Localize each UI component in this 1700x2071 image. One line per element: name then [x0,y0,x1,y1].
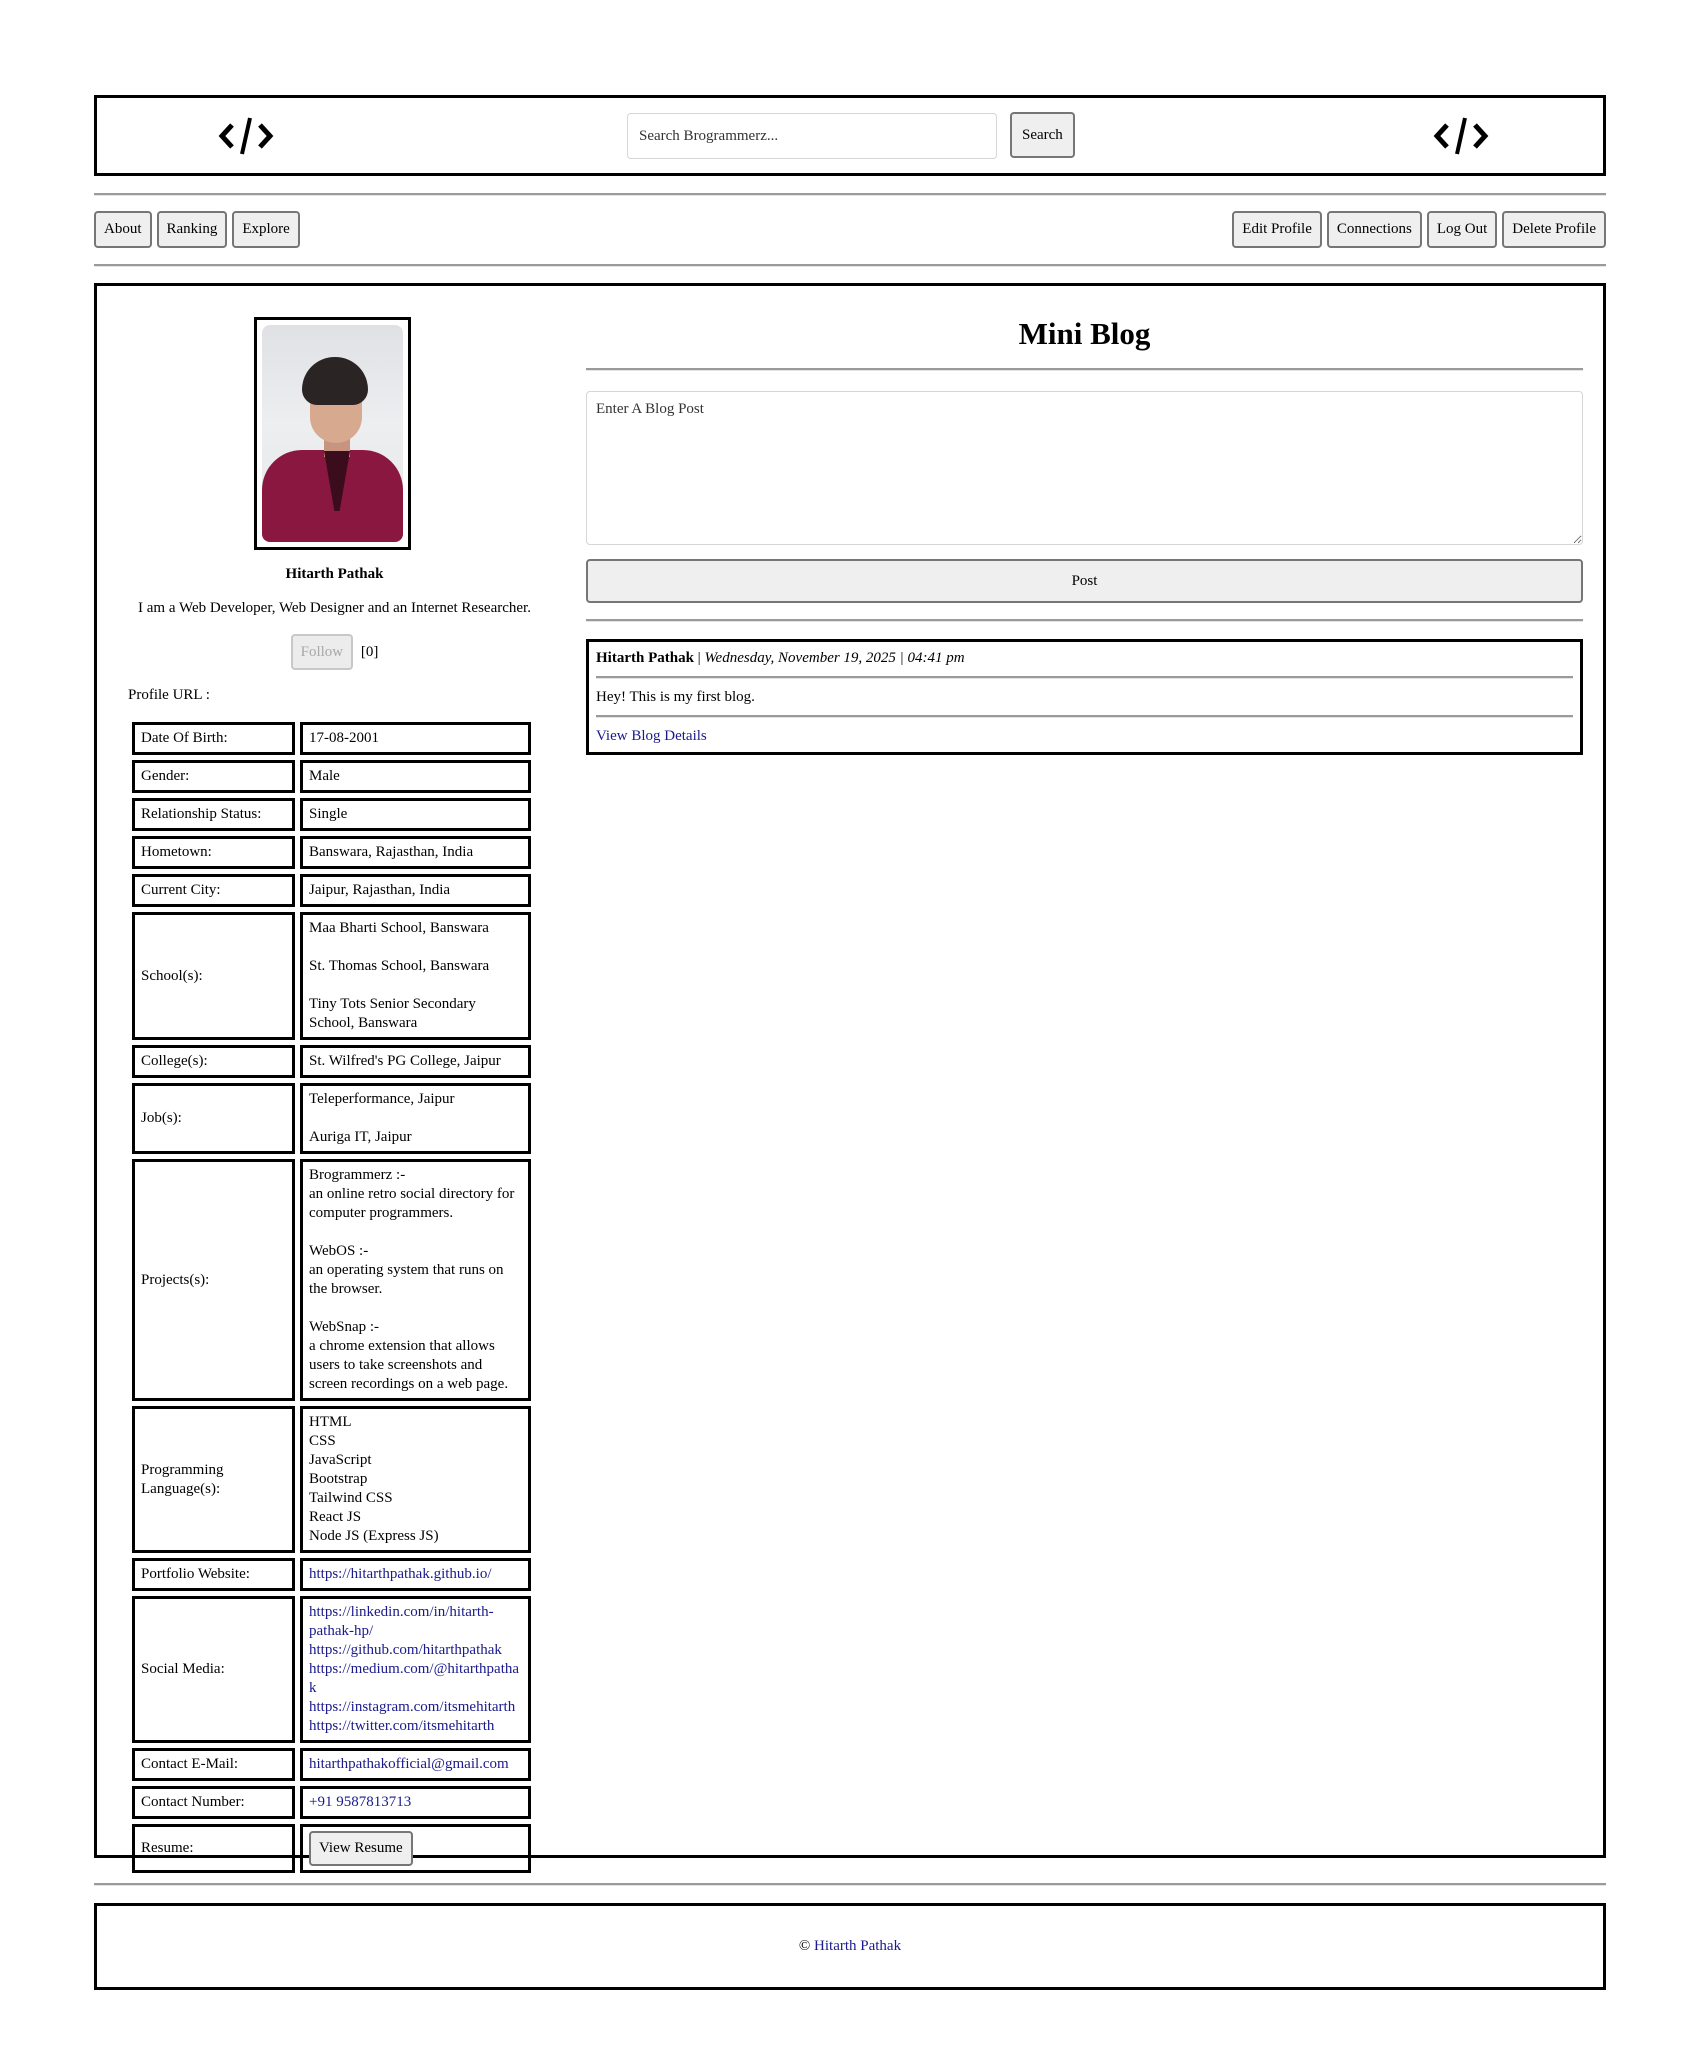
city-label: Current City: [132,874,295,907]
profile-url-label: Profile URL : [128,687,210,703]
table-row [132,912,531,1040]
connections-button[interactable]: Connections [1327,211,1422,248]
code-logo-icon[interactable] [218,114,274,158]
relationship-value: Single [300,798,531,831]
footer-author-link[interactable]: Hitarth Pathak [814,1938,902,1954]
table-row [132,1159,531,1401]
view-blog-details-link[interactable]: View Blog Details [596,728,707,744]
divider [596,715,1573,718]
job-item: Teleperformance, Jaipur [309,1091,455,1107]
profile-name: Hitarth Pathak [285,566,384,582]
follow-button[interactable]: Follow [291,634,354,670]
email-value [300,1748,531,1781]
school-item: Tiny Tots Senior Secondary School, Banswara [309,996,476,1031]
divider [94,193,1606,196]
portfolio-value [300,1558,531,1591]
about-button[interactable]: About [94,211,152,248]
code-logo-icon[interactable] [1433,114,1489,158]
medium-link[interactable]: https://medium.com/@hitarthpathak [309,1661,520,1696]
profile-details-table [127,717,536,1878]
table-row [132,874,531,907]
profile-bio: I am a Web Developer, Web Designer and an Internet Researcher. [138,600,531,616]
jobs-value [300,1083,531,1154]
phone-link[interactable]: +91 9587813713 [309,1794,412,1810]
site-header [94,95,1606,176]
table-row [132,1824,531,1873]
view-resume-button[interactable]: View Resume [309,1831,413,1866]
nav-bar [94,211,1606,248]
social-value [300,1596,531,1743]
follow-row [128,634,541,670]
search-input[interactable] [627,113,997,159]
blog-post-input[interactable] [586,391,1583,545]
language-item: Tailwind CSS [309,1490,393,1506]
post-button[interactable]: Post [586,559,1583,603]
table-row [132,722,531,755]
profile-photo-frame [254,317,411,550]
linkedin-link[interactable]: https://linkedin.com/in/hitarth-pathak-hp/ [309,1604,494,1639]
blog-post-author: Hitarth Pathak [596,650,694,666]
profile-main [94,283,1606,1858]
profile-photo [262,325,403,542]
table-row [132,798,531,831]
table-row [132,1406,531,1553]
table-row [132,1596,531,1743]
project-desc: an operating system that runs on the browser. [309,1262,504,1297]
college-value: St. Wilfred's PG College, Jaipur [300,1045,531,1078]
table-row [132,760,531,793]
projects-label: Projects(s): [132,1159,295,1401]
language-item: Bootstrap [309,1471,368,1487]
gender-label: Gender: [132,760,295,793]
blog-post-card [586,639,1583,755]
code-brackets-icon [218,114,274,158]
search-button[interactable]: Search [1010,112,1075,158]
language-item: Node JS (Express JS) [309,1528,439,1544]
code-brackets-icon [1433,114,1489,158]
nav-left-group [94,211,300,248]
instagram-link[interactable]: https://instagram.com/itsmehitarth [309,1699,516,1715]
divider [94,1883,1606,1886]
ranking-button[interactable]: Ranking [157,211,228,248]
languages-value [300,1406,531,1553]
email-label: Contact E-Mail: [132,1748,295,1781]
project-name: WebOS :- [309,1243,369,1259]
table-row [132,1748,531,1781]
divider [586,619,1583,622]
project-desc: a chrome extension that allows users to take screenshots and screen recordings on a web page. [309,1338,509,1392]
table-row [132,1045,531,1078]
dob-value: 17-08-2001 [300,722,531,755]
table-row [132,1083,531,1154]
resume-label: Resume: [132,1824,295,1873]
nav-right-group [1232,211,1606,248]
portfolio-link[interactable]: https://hitarthpathak.github.io/ [309,1566,492,1582]
explore-button[interactable]: Explore [232,211,299,248]
edit-profile-button[interactable]: Edit Profile [1232,211,1322,248]
social-label: Social Media: [132,1596,295,1743]
divider [586,368,1583,371]
divider [94,264,1606,267]
school-item: St. Thomas School, Banswara [309,958,490,974]
blog-post-meta [596,648,1573,668]
blog-title: Mini Blog [1018,316,1151,351]
project-name: WebSnap :- [309,1319,380,1335]
relationship-label: Relationship Status: [132,798,295,831]
blog-post-body: Hey! This is my first blog. [596,689,755,705]
project-name: Brogrammerz :- [309,1167,406,1183]
table-row [132,1786,531,1819]
projects-value [300,1159,531,1401]
table-row [132,836,531,869]
language-item: CSS [309,1433,336,1449]
gender-value: Male [300,760,531,793]
email-link[interactable]: hitarthpathakofficial@gmail.com [309,1756,509,1772]
table-row [132,1558,531,1591]
divider [596,676,1573,679]
separator: | [693,650,705,666]
language-item: JavaScript [309,1452,372,1468]
job-item: Auriga IT, Jaipur [309,1129,412,1145]
delete-profile-button[interactable]: Delete Profile [1502,211,1606,248]
city-value: Jaipur, Rajasthan, India [300,874,531,907]
hometown-value: Banswara, Rajasthan, India [300,836,531,869]
school-item: Maa Bharti School, Banswara [309,920,489,936]
twitter-link[interactable]: https://twitter.com/itsmehitarth [309,1718,495,1734]
jobs-label: Job(s): [132,1083,295,1154]
copyright-icon: © [798,1938,811,1954]
schools-value [300,912,531,1040]
phone-label: Contact Number: [132,1786,295,1819]
hometown-label: Hometown: [132,836,295,869]
schools-label: School(s): [132,912,295,1040]
resume-value [300,1824,531,1873]
follower-count: [0] [360,643,379,660]
project-desc: an online retro social directory for computer programmers. [309,1186,515,1221]
dob-label: Date Of Birth: [132,722,295,755]
phone-value [300,1786,531,1819]
language-item: React JS [309,1509,362,1525]
portfolio-label: Portfolio Website: [132,1558,295,1591]
site-footer [94,1903,1606,1990]
github-link[interactable]: https://github.com/hitarthpathak [309,1642,502,1658]
blog-post-date: Wednesday, November 19, 2025 | 04:41 pm [704,650,965,666]
language-item: HTML [309,1414,352,1430]
colleges-label: College(s): [132,1045,295,1078]
log-out-button[interactable]: Log Out [1427,211,1497,248]
languages-label: Programming Language(s): [132,1406,295,1553]
